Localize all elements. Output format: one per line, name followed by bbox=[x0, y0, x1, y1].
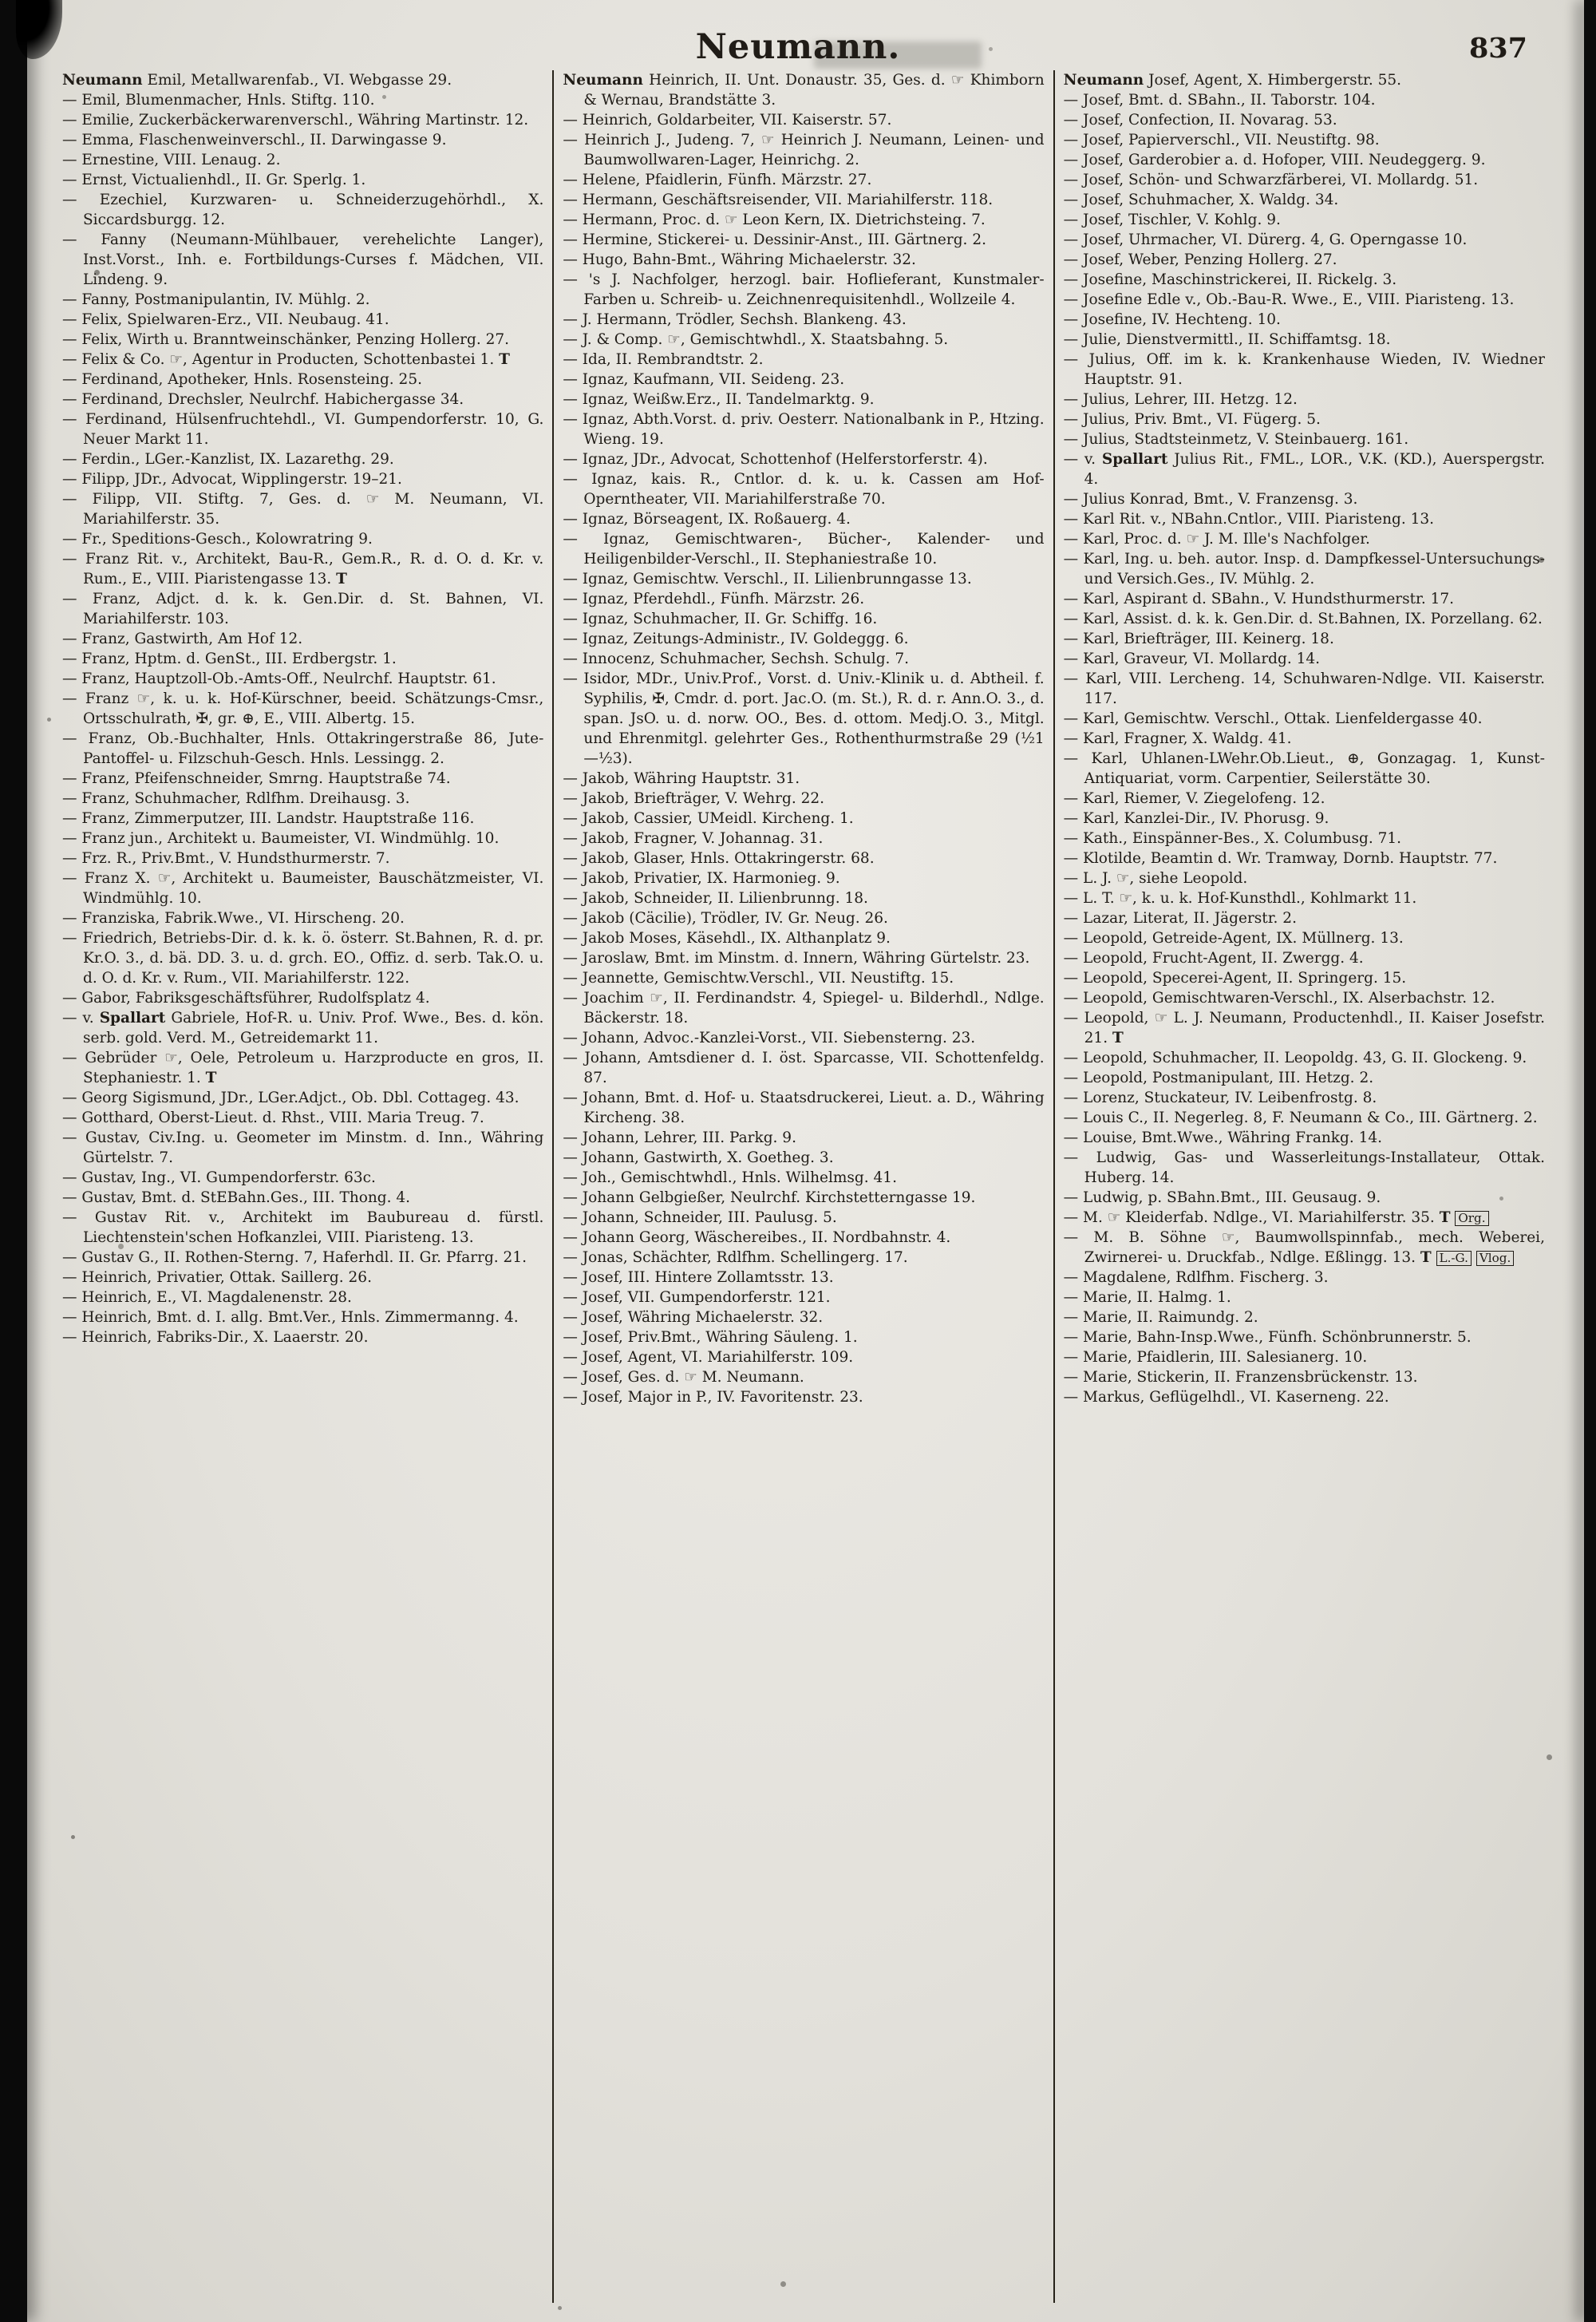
directory-entry: — Karl, Fragner, X. Waldg. 41. bbox=[1063, 730, 1292, 747]
directory-entry: — Gustav, Ing., VI. Gumpendorferstr. 63c. bbox=[62, 1169, 376, 1186]
directory-entry: — v. Spallart Julius Rit., FML., LOR., V.K. (KD.), Auerspergstr. 4. bbox=[1063, 451, 1545, 488]
directory-entry: — Emma, Flaschenweinverschl., II. Darwingasse 9. bbox=[62, 132, 447, 148]
directory-entry: — Karl, Briefträger, III. Keinerg. 18. bbox=[1063, 631, 1334, 647]
column-2 bbox=[563, 70, 1044, 2303]
directory-entry: — Marie, II. Raimundg. 2. bbox=[1063, 1309, 1258, 1326]
scan-edge-left bbox=[0, 0, 27, 2322]
directory-entry: — Gabor, Fabriksgeschäftsführer, Rudolfsplatz 4. bbox=[62, 990, 430, 1007]
directory-entry: Neumann Josef, Agent, X. Himbergerstr. 55. bbox=[1063, 72, 1402, 89]
directory-entry: — Marie, Bahn-Insp.Wwe., Fünfh. Schönbrunnerstr. 5. bbox=[1063, 1329, 1472, 1346]
directory-entry: — Julius, Off. im k. k. Krankenhause Wieden, IV. Wiedner Hauptstr. 91. bbox=[1063, 351, 1545, 388]
directory-entry: — Leopold, Postmanipulant, III. Hetzg. 2. bbox=[1063, 1070, 1374, 1086]
directory-entry: — Ignaz, kais. R., Cntlor. d. k. u. k. Cassen am Hof-Operntheater, VII. Mariahilferstraße 70. bbox=[563, 471, 1045, 508]
directory-entry: — Josefine Edle v., Ob.-Bau-R. Wwe., E., VIII. Piaristeng. 13. bbox=[1063, 291, 1515, 308]
directory-entry: — Lazar, Literat, II. Jägerstr. 2. bbox=[1063, 910, 1297, 927]
directory-entry: — Joh., Gemischtwhdl., Hnls. Wilhelmsg. 41. bbox=[563, 1169, 897, 1186]
directory-entry: — 's J. Nachfolger, herzogl. bair. Hoflieferant, Kunstmaler-Farben u. Schreib- u. Zeichnenrequisitenhdl., Wollzeile 4. bbox=[563, 271, 1045, 308]
directory-entry: — Heinrich, Bmt. d. I. allg. Bmt.Ver., Hnls. Zimmermanng. 4. bbox=[62, 1309, 519, 1326]
directory-entry: — Karl Rit. v., NBahn.Cntlor., VIII. Piaristeng. 13. bbox=[1063, 511, 1435, 528]
directory-entry: — Franz, Gastwirth, Am Hof 12. bbox=[62, 631, 303, 647]
directory-entry: — Ferdinand, Apotheker, Hnls. Rosensteing. 25. bbox=[62, 371, 422, 388]
boxed-tag: Org. bbox=[1455, 1211, 1488, 1226]
directory-entry: — Heinrich, E., VI. Magdalenenstr. 28. bbox=[62, 1289, 352, 1306]
directory-entry: — Leopold, Frucht-Agent, II. Zwergg. 4. bbox=[1063, 950, 1364, 967]
directory-entry: — Josefine, Maschinstrickerei, II. Rickelg. 3. bbox=[1063, 271, 1397, 288]
directory-entry: — Julius Konrad, Bmt., V. Franzensg. 3. bbox=[1063, 491, 1358, 508]
directory-entry: — Ignaz, Weißw.Erz., II. Tandelmarktg. 9. bbox=[563, 391, 875, 408]
directory-entry: — Gebrüder ☞, Oele, Petroleum u. Harzproducte en gros, II. Stephaniestr. 1. T bbox=[62, 1050, 544, 1086]
directory-entry: — Felix, Wirth u. Branntweinschänker, Penzing Hollerg. 27. bbox=[62, 331, 510, 348]
directory-entry: Neumann Heinrich, II. Unt. Donaustr. 35, Ges. d. ☞ Khimborn & Wernau, Brandstätte 3. bbox=[563, 72, 1045, 109]
directory-entry: — Ludwig, Gas- und Wasserleitungs-Installateur, Ottak. Huberg. 14. bbox=[1063, 1149, 1545, 1186]
directory-entry: — Ida, II. Rembrandtstr. 2. bbox=[563, 351, 764, 368]
directory-entry: — Karl, Graveur, VI. Mollardg. 14. bbox=[1063, 651, 1321, 667]
directory-entry: — Julie, Dienstvermittl., II. Schiffamtsg. 18. bbox=[1063, 331, 1391, 348]
directory-entry: — Josef, Weber, Penzing Hollerg. 27. bbox=[1063, 251, 1337, 268]
directory-entry: — L. J. ☞, siehe Leopold. bbox=[1063, 870, 1248, 887]
directory-entry: — Jakob Moses, Käsehdl., IX. Althanplatz 9. bbox=[563, 930, 891, 947]
directory-entry: — Josef, III. Hintere Zollamtsstr. 13. bbox=[563, 1269, 834, 1286]
directory-entry: — Leopold, Gemischtwaren-Verschl., IX. Alserbachstr. 12. bbox=[1063, 990, 1495, 1007]
directory-entry: — Marie, II. Halmg. 1. bbox=[1063, 1289, 1231, 1306]
directory-entry: — Johann, Bmt. d. Hof- u. Staatsdruckerei, Lieut. a. D., Währing Kircheng. 38. bbox=[563, 1090, 1045, 1126]
directory-entry: — Ignaz, Zeitungs-Administr., IV. Goldeggg. 6. bbox=[563, 631, 909, 647]
directory-entry: — Franz, Pfeifenschneider, Smrng. Hauptstraße 74. bbox=[62, 770, 451, 787]
directory-entry: — Franziska, Fabrik.Wwe., VI. Hirscheng. 20. bbox=[62, 910, 405, 927]
directory-entry: — Hugo, Bahn-Bmt., Währing Michaelerstr. 32. bbox=[563, 251, 916, 268]
directory-entry: — Kath., Einspänner-Bes., X. Columbusg. 71. bbox=[1063, 830, 1402, 847]
directory-entry: — Franz ☞, k. u. k. Hof-Kürschner, beeid. Schätzungs-Cmsr., Ortsschulrath, ✠, gr. ⊕, E., VIII. Albertg. 15. bbox=[62, 690, 544, 727]
directory-entry: — Karl, Ing. u. beh. autor. Insp. d. Dampfkessel-Untersuchungs- und Versich.Ges., IV. Mühlg. 2. bbox=[1063, 551, 1545, 587]
directory-entry: — Jakob, Währing Hauptstr. 31. bbox=[563, 770, 800, 787]
directory-entry: — Klotilde, Beamtin d. Wr. Tramway, Dornb. Hauptstr. 77. bbox=[1063, 850, 1498, 867]
directory-entry: — Gotthard, Oberst-Lieut. d. Rhst., VIII. Maria Treug. 7. bbox=[62, 1110, 484, 1126]
directory-entry: — Johann, Lehrer, III. Parkg. 9. bbox=[563, 1129, 796, 1146]
directory-entry: — Josef, Ges. d. ☞ M. Neumann. bbox=[563, 1369, 804, 1386]
directory-entry: — Josef, Schuhmacher, X. Waldg. 34. bbox=[1063, 192, 1339, 208]
directory-entry: — Magdalene, Rdlfhm. Fischerg. 3. bbox=[1063, 1269, 1329, 1286]
telephone-mark: T bbox=[1420, 1249, 1432, 1266]
telephone-mark: T bbox=[1439, 1209, 1451, 1226]
directory-entry: — Ferdinand, Hülsenfruchtehdl., VI. Gumpendorferstr. 10, G. Neuer Markt 11. bbox=[62, 411, 544, 448]
directory-entry: — Karl, Uhlanen-LWehr.Ob.Lieut., ⊕, Gonzagag. 1, Kunst-Antiquariat, vorm. Carpentier, Seilerstätte 30. bbox=[1063, 750, 1545, 787]
directory-entry: — Ignaz, Kaufmann, VII. Seideng. 23. bbox=[563, 371, 845, 388]
page-number: 837 bbox=[1468, 32, 1527, 65]
directory-entry: — Josef, Priv.Bmt., Währing Säuleng. 1. bbox=[563, 1329, 858, 1346]
directory-entry: — Helene, Pfaidlerin, Fünfh. Märzstr. 27. bbox=[563, 172, 872, 188]
directory-entry: — Johann, Amtsdiener d. I. öst. Sparcasse, VII. Schottenfeldg. 87. bbox=[563, 1050, 1045, 1086]
directory-entry: — Karl, Kanzlei-Dir., IV. Phorusg. 9. bbox=[1063, 810, 1329, 827]
telephone-mark: T bbox=[336, 571, 347, 587]
directory-entry: — Jakob, Schneider, II. Lilienbrunng. 18. bbox=[563, 890, 868, 907]
directory-entry: — Joachim ☞, II. Ferdinandstr. 4, Spiegel- u. Bilderhdl., Ndlge. Bäckerstr. 18. bbox=[563, 990, 1045, 1027]
directory-entry: — Johann Georg, Wäschereibes., II. Nordbahnstr. 4. bbox=[563, 1229, 951, 1246]
directory-entry: — Gustav G., II. Rothen-Sterng. 7, Haferhdl. II. Gr. Pfarrg. 21. bbox=[62, 1249, 527, 1266]
directory-entry: — Josef, Uhrmacher, VI. Dürerg. 4, G. Operngasse 10. bbox=[1063, 231, 1468, 248]
directory-entry: — Julius, Lehrer, III. Hetzg. 12. bbox=[1063, 391, 1298, 408]
directory-entry: — Ignaz, Gemischtwaren-, Bücher-, Kalender- und Heiligenbilder-Verschl., II. Stephaniestraße 10. bbox=[563, 531, 1045, 568]
column-divider-2 bbox=[1053, 70, 1055, 2303]
directory-entry: — Jakob, Glaser, Hnls. Ottakringerstr. 68. bbox=[563, 850, 875, 867]
directory-entry: — Josef, VII. Gumpendorferstr. 121. bbox=[563, 1289, 831, 1306]
directory-entry: — Josef, Papierverschl., VII. Neustiftg. 98. bbox=[1063, 132, 1380, 148]
directory-entry: — Franz, Hauptzoll-Ob.-Amts-Off., Neulrchf. Hauptstr. 61. bbox=[62, 670, 496, 687]
directory-entry: — Filipp, VII. Stiftg. 7, Ges. d. ☞ M. Neumann, VI. Mariahilferstr. 35. bbox=[62, 491, 544, 528]
directory-entry: — Heinrich, Goldarbeiter, VII. Kaiserstr. 57. bbox=[563, 112, 892, 129]
column-3 bbox=[1064, 70, 1545, 2303]
directory-entry: — Heinrich J., Judeng. 7, ☞ Heinrich J. Neumann, Leinen- und Baumwollwaren-Lager, Heinrichg. 2. bbox=[563, 132, 1045, 168]
directory-entry: — Leopold, Schuhmacher, II. Leopoldg. 43, G. II. Glockeng. 9. bbox=[1063, 1050, 1527, 1066]
directory-entry: — Franz, Adjct. d. k. k. Gen.Dir. d. St. Bahnen, VI. Mariahilferstr. 103. bbox=[62, 591, 544, 627]
directory-entry: — Johann, Advoc.-Kanzlei-Vorst., VII. Siebensterng. 23. bbox=[563, 1030, 976, 1046]
directory-entry: — Ferdinand, Drechsler, Neulrchf. Habichergasse 34. bbox=[62, 391, 464, 408]
directory-entry: — Franz, Schuhmacher, Rdlfhm. Dreihausg. 3. bbox=[62, 790, 410, 807]
paper-speckles bbox=[0, 0, 2, 2]
directory-entry: — Franz, Zimmerputzer, III. Landstr. Hauptstraße 116. bbox=[62, 810, 475, 827]
running-head: Neumann. bbox=[695, 27, 901, 67]
column-1 bbox=[62, 70, 543, 2303]
directory-entry: — Ernst, Victualienhdl., II. Gr. Sperlg. 1. bbox=[62, 172, 366, 188]
directory-entry: — Josef, Währing Michaelerstr. 32. bbox=[563, 1309, 824, 1326]
scan-edge-right bbox=[1584, 0, 1596, 2322]
directory-entry: — Josef, Tischler, V. Kohlg. 9. bbox=[1063, 212, 1281, 228]
directory-entry: — Josef, Schön- und Schwarzfärberei, VI. Mollardg. 51. bbox=[1063, 172, 1479, 188]
directory-entry: — Jakob, Privatier, IX. Harmonieg. 9. bbox=[563, 870, 840, 887]
directory-entry: — Ferdin., LGer.-Kanzlist, IX. Lazarethg. 29. bbox=[62, 451, 394, 468]
telephone-mark: T bbox=[1112, 1030, 1124, 1046]
directory-entry: — Karl, Proc. d. ☞ J. M. Ille's Nachfolger. bbox=[1063, 531, 1370, 548]
directory-columns bbox=[62, 70, 1545, 2303]
directory-entry: — Franz, Ob.-Buchhalter, Hnls. Ottakringerstraße 86, Jute-Pantoffel- u. Filzschuh-Gesch. Hnls. Lessingg. 2. bbox=[62, 730, 544, 767]
telephone-mark: T bbox=[499, 351, 510, 368]
directory-entry: — Louis C., II. Negerleg. 8, F. Neumann & Co., III. Gärtnerg. 2. bbox=[1063, 1110, 1538, 1126]
directory-entry: — Frz. R., Priv.Bmt., V. Hundsthurmerstr. 7. bbox=[62, 850, 390, 867]
directory-entry: — Ignaz, JDr., Advocat, Schottenhof (Helferstorferstr. 4). bbox=[563, 451, 988, 468]
directory-entry: — Ignaz, Schuhmacher, II. Gr. Schiffg. 16. bbox=[563, 611, 878, 627]
directory-entry: — Josef, Bmt. d. SBahn., II. Taborstr. 104. bbox=[1063, 92, 1376, 109]
directory-entry: — Josef, Confection, II. Novarag. 53. bbox=[1063, 112, 1337, 129]
directory-entry: — Karl, Aspirant d. SBahn., V. Hundsthurmerstr. 17. bbox=[1063, 591, 1455, 607]
directory-entry: — Franz, Hptm. d. GenSt., III. Erdbergstr. 1. bbox=[62, 651, 397, 667]
directory-entry: — Heinrich, Fabriks-Dir., X. Laaerstr. 20. bbox=[62, 1329, 369, 1346]
directory-entry: — Emil, Blumenmacher, Hnls. Stiftg. 110. bbox=[62, 92, 375, 109]
directory-entry: — Franz Rit. v., Architekt, Bau-R., Gem.R., R. d. O. d. Kr. v. Rum., E., VIII. Piaristengasse 13. T bbox=[62, 551, 544, 587]
directory-entry: — Ignaz, Pferdehdl., Fünfh. Märzstr. 26. bbox=[563, 591, 865, 607]
directory-entry: — Karl, Gemischtw. Verschl., Ottak. Lienfeldergasse 40. bbox=[1063, 710, 1483, 727]
directory-entry: — Johann, Gastwirth, X. Goetheg. 3. bbox=[563, 1149, 834, 1166]
directory-entry: — M. ☞ Kleiderfab. Ndlge., VI. Mariahilferstr. 35. T Org. bbox=[1064, 1208, 1545, 1228]
directory-entry: — Heinrich, Privatier, Ottak. Saillerg. 26. bbox=[62, 1269, 372, 1286]
directory-entry: — Ignaz, Gemischtw. Verschl., II. Lilienbrunngasse 13. bbox=[563, 571, 972, 587]
telephone-mark: T bbox=[205, 1070, 217, 1086]
directory-entry: — Josef, Major in P., IV. Favoritenstr. 23. bbox=[563, 1389, 863, 1406]
directory-entry: — J. Hermann, Trödler, Sechsh. Blankeng. 43. bbox=[563, 311, 907, 328]
directory-entry: — Lorenz, Stuckateur, IV. Leibenfrostg. 8. bbox=[1063, 1090, 1377, 1106]
directory-entry: — Karl, Assist. d. k. k. Gen.Dir. d. St.Bahnen, IX. Porzellang. 62. bbox=[1063, 611, 1543, 627]
directory-entry: — Ignaz, Abth.Vorst. d. priv. Oesterr. Nationalbank in P., Htzing. Wieng. 19. bbox=[563, 411, 1045, 448]
directory-entry: — Louise, Bmt.Wwe., Währing Frankg. 14. bbox=[1063, 1129, 1382, 1146]
directory-entry: — Friedrich, Betriebs-Dir. d. k. k. ö. österr. St.Bahnen, R. d. pr. Kr.O. 3., d. bä. DD. 3. u. d. grch. EO., Offiz. d. serb. Tak.O. u. d. O. d. Kr. v. Rum., VII. Mariahilferstr. 122. bbox=[62, 930, 544, 987]
directory-entry: — Johann, Schneider, III. Paulusg. 5. bbox=[563, 1209, 837, 1226]
directory-entry: — Karl, VIII. Lercheng. 14, Schuhwaren-Ndlge. VII. Kaiserstr. 117. bbox=[1063, 670, 1545, 707]
directory-entry: — Markus, Geflügelhdl., VI. Kaserneng. 22. bbox=[1063, 1389, 1389, 1406]
directory-entry: Neumann Emil, Metallwarenfab., VI. Webgasse 29. bbox=[62, 72, 452, 89]
directory-entry: — Josef, Agent, VI. Mariahilferstr. 109. bbox=[563, 1349, 854, 1366]
directory-entry: — Felix & Co. ☞, Agentur in Producten, Schottenbastei 1. T bbox=[62, 351, 510, 368]
directory-entry: — Johann Gelbgießer, Neulrchf. Kirchstetterngasse 19. bbox=[563, 1189, 976, 1206]
directory-entry: — Felix, Spielwaren-Erz., VII. Neubaug. 41. bbox=[62, 311, 389, 328]
directory-entry: — Marie, Pfaidlerin, III. Salesianerg. 10. bbox=[1063, 1349, 1368, 1366]
directory-entry: — Ludwig, p. SBahn.Bmt., III. Geusaug. 9. bbox=[1063, 1189, 1381, 1206]
directory-entry: — Jaroslaw, Bmt. im Minstm. d. Innern, Währing Gürtelstr. 23. bbox=[563, 950, 1030, 967]
directory-entry: — Ernestine, VIII. Lenaug. 2. bbox=[62, 152, 281, 168]
directory-entry: — Gustav Rit. v., Architekt im Baubureau d. fürstl. Liechtenstein'schen Hofkanzlei, VIII. Piaristeng. 13. bbox=[62, 1209, 544, 1246]
directory-entry: — Leopold, Getreide-Agent, IX. Müllnerg. 13. bbox=[1063, 930, 1404, 947]
directory-entry: — Jakob, Briefträger, V. Wehrg. 22. bbox=[563, 790, 825, 807]
directory-entry: — Fr., Speditions-Gesch., Kolowratring 9. bbox=[62, 531, 373, 548]
directory-entry: — Georg Sigismund, JDr., LGer.Adjct., Ob. Dbl. Cottageg. 43. bbox=[62, 1090, 519, 1106]
directory-entry: — Josefine, IV. Hechteng. 10. bbox=[1063, 311, 1281, 328]
directory-entry: — Fanny (Neumann-Mühlbauer, verehelichte Langer), Inst.Vorst., Inh. e. Fortbildungs-Curses f. Mädchen, VII. Lindeng. 9. bbox=[62, 231, 544, 288]
directory-entry: — Ignaz, Börseagent, IX. Roßauerg. 4. bbox=[563, 511, 851, 528]
directory-entry: — Julius, Priv. Bmt., VI. Fügerg. 5. bbox=[1063, 411, 1321, 428]
directory-entry: — Filipp, JDr., Advocat, Wipplingerstr. 19–21. bbox=[62, 471, 402, 488]
directory-entry: — Ezechiel, Kurzwaren- u. Schneiderzugehörhdl., X. Siccardsburgg. 12. bbox=[62, 192, 544, 228]
directory-entry: — Isidor, MDr., Univ.Prof., Vorst. d. Univ.-Klinik u. d. Abtheil. f. Syphilis, ✠, Cmdr. d. port. Jac.O. (m. St.), R. d. r. Ann.O. 3., d. span. JsO. u. d. norw. OO., Bes. d. ottom. Medj.O. 3., Mitgl. und Ehrenmitgl. gelehrter Ges., Rothenthurmstraße 29 (½1—½3). bbox=[563, 670, 1045, 767]
directory-entry: — Innocenz, Schuhmacher, Sechsh. Schulg. 7. bbox=[563, 651, 909, 667]
directory-entry: — Josef, Garderobier a. d. Hofoper, VIII. Neudeggerg. 9. bbox=[1063, 152, 1486, 168]
directory-entry: — Franz jun., Architekt u. Baumeister, VI. Windmühlg. 10. bbox=[62, 830, 500, 847]
directory-entry: — Hermann, Proc. d. ☞ Leon Kern, IX. Dietrichsteing. 7. bbox=[563, 212, 986, 228]
directory-entry: — L. T. ☞, k. u. k. Hof-Kunsthdl., Kohlmarkt 11. bbox=[1063, 890, 1417, 907]
directory-entry: — Julius, Stadtsteinmetz, V. Steinbauerg. 161. bbox=[1063, 431, 1409, 448]
boxed-tag: Vlog. bbox=[1476, 1251, 1514, 1266]
directory-entry: — Leopold, ☞ L. J. Neumann, Productenhdl., II. Kaiser Josefstr. 21. T bbox=[1063, 1010, 1545, 1046]
directory-entry: — Karl, Riemer, V. Ziegelofeng. 12. bbox=[1063, 790, 1325, 807]
directory-entry: — Jakob, Cassier, UMeidl. Kircheng. 1. bbox=[563, 810, 854, 827]
directory-entry: — Franz X. ☞, Architekt u. Baumeister, Bauschätzmeister, VI. Windmühlg. 10. bbox=[62, 870, 544, 907]
directory-entry: — Marie, Stickerin, II. Franzensbrückenstr. 13. bbox=[1063, 1369, 1418, 1386]
directory-entry: — Jonas, Schächter, Rdlfhm. Schellingerg. 17. bbox=[563, 1249, 908, 1266]
directory-entry: — Hermine, Stickerei- u. Dessinir-Anst., III. Gärtnerg. 2. bbox=[563, 231, 986, 248]
directory-entry: — Fanny, Postmanipulantin, IV. Mühlg. 2. bbox=[62, 291, 370, 308]
directory-entry: — Leopold, Specerei-Agent, II. Springerg. 15. bbox=[1063, 970, 1407, 987]
boxed-tag: L.-G. bbox=[1436, 1251, 1472, 1266]
directory-entry: — M. B. Söhne ☞, Baumwollspinnfab., mech. Weberei, Zwirnerei- u. Druckfab., Ndlge. Eßlingg. 13. T L.-G. Vlog. bbox=[1063, 1229, 1545, 1266]
directory-entry: — Gustav, Bmt. d. StEBahn.Ges., III. Thong. 4. bbox=[62, 1189, 411, 1206]
directory-entry: — Gustav, Civ.Ing. u. Geometer im Minstm. d. Inn., Währing Gürtelstr. 7. bbox=[62, 1129, 544, 1166]
directory-entry: — v. Spallart Gabriele, Hof-R. u. Univ. Prof. Wwe., Bes. d. kön. serb. gold. Verd. M., Getreidemarkt 11. bbox=[62, 1010, 544, 1046]
directory-entry: — Emilie, Zuckerbäckerwarenverschl., Währing Martinstr. 12. bbox=[62, 112, 529, 129]
directory-entry: — Jakob, Fragner, V. Johannag. 31. bbox=[563, 830, 824, 847]
directory-entry: — Jakob (Cäcilie), Trödler, IV. Gr. Neug. 26. bbox=[563, 910, 888, 927]
directory-entry: — Jeannette, Gemischtw.Verschl., VII. Neustiftg. 15. bbox=[563, 970, 954, 987]
directory-entry: — Hermann, Geschäftsreisender, VII. Mariahilferstr. 118. bbox=[563, 192, 994, 208]
directory-entry: — J. & Comp. ☞, Gemischtwhdl., X. Staatsbahng. 5. bbox=[563, 331, 949, 348]
column-divider-1 bbox=[552, 70, 554, 2303]
